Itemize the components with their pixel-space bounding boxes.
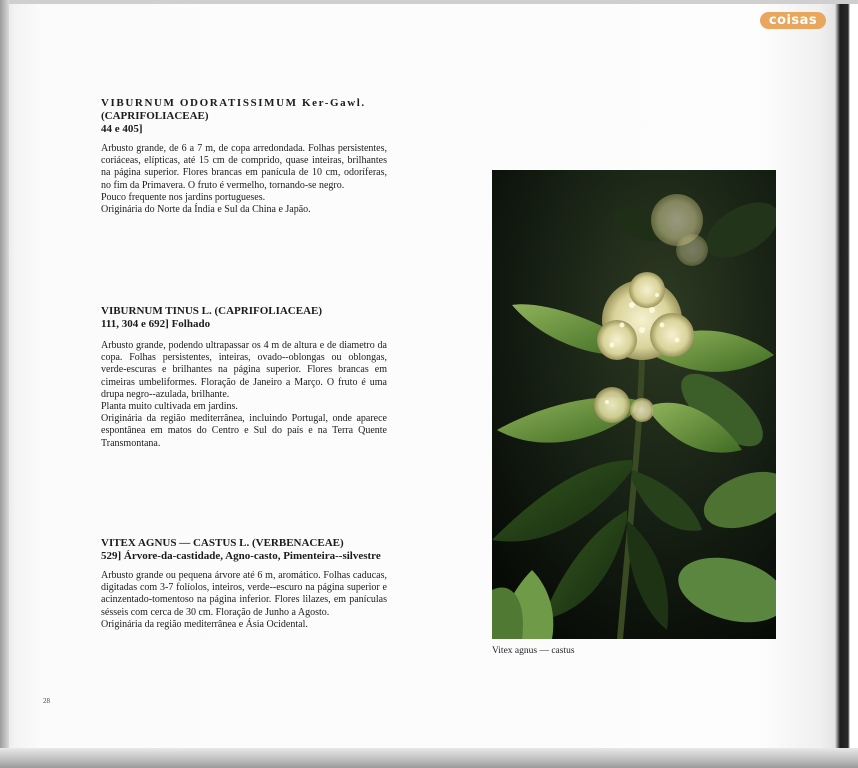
vitex-photo-illustration [492,170,776,639]
entry-viburnum-odoratissimum [101,97,387,216]
description-paragraph: Pouco frequente nos jardins portugueses. [101,191,266,203]
description-paragraph: Originária da região mediterrânea, incluindo Portugal, onde aparece espontânea em matos do Centro e Sul do país e na Terra Quente Transmontana. [101,413,387,449]
coisas-watermark-logo: coisas [760,12,826,29]
photo-caption: Vitex agnus — castus [492,646,575,656]
entry-description [101,570,387,631]
entry-references: 529] Árvore-da-castidade, Agno-casto, Pimenteira--silvestre [101,550,381,562]
entry-viburnum-tinus [101,305,387,450]
description-paragraph: Planta muito cultivada em jardins. [101,401,238,413]
entry-references: 44 e 405] [101,123,143,135]
entry-vitex-agnus-castus [101,537,387,631]
description-paragraph: Originária da região mediterrânea e Ásia Ocidental. [101,618,308,630]
page-bottom-edge [0,748,858,768]
description-paragraph: Originária do Norte da Índia e Sul da China e Japão. [101,204,311,216]
entry-title-line: VITEX AGNUS — CASTUS L. (VERBENACEAE) [101,537,344,549]
description-paragraph: Arbusto grande, de 6 a 7 m, de copa arredondada. Folhas persistentes, coriáceas, elípticas, até 15 cm de comprido, quase inteiras, brilhantes na página superior. Flores brancas em panícula de 10 cm, odoríferas, no fim da Primavera. O fruto é vermelho, tornando-se negro. [101,143,387,191]
page-top-edge [0,0,858,4]
page-left-edge [0,0,9,768]
plant-photo [492,170,776,639]
entry-family: (CAPRIFOLIACEAE) [101,110,209,122]
page-number: 28 [43,697,50,705]
entry-references: 111, 304 e 692] Folhado [101,318,211,330]
description-paragraph: Arbusto grande ou pequena árvore até 6 m, aromático. Folhas caducas, digitadas com 3-7 folíolos, inteiros, verde--escuro na página superior e acinzentado-tomentoso na página inferior. Flores lilazes, em panículas sésseis com cerca de 30 cm. Floração de Junho a Agosto. [101,570,387,618]
entry-description [101,143,387,216]
entry-description [101,340,387,450]
entry-title-line: VIBURNUM TINUS L. (CAPRIFOLIACEAE) [101,305,323,317]
entry-title-line: VIBURNUM ODORATISSIMUM Ker-Gawl. [101,97,366,109]
description-paragraph: Arbusto grande, podendo ultrapassar os 4 m de altura e de diametro da copa. Folhas persistentes, inteiras, ovado--oblongas ou oblongas, verde-escuras e brilhantes na página superior. Flores brancas em cimeiras umbeliformes. Floração de Janeiro a Março. O fruto é uma drupa negro--azulada, brilhante. [101,340,387,400]
